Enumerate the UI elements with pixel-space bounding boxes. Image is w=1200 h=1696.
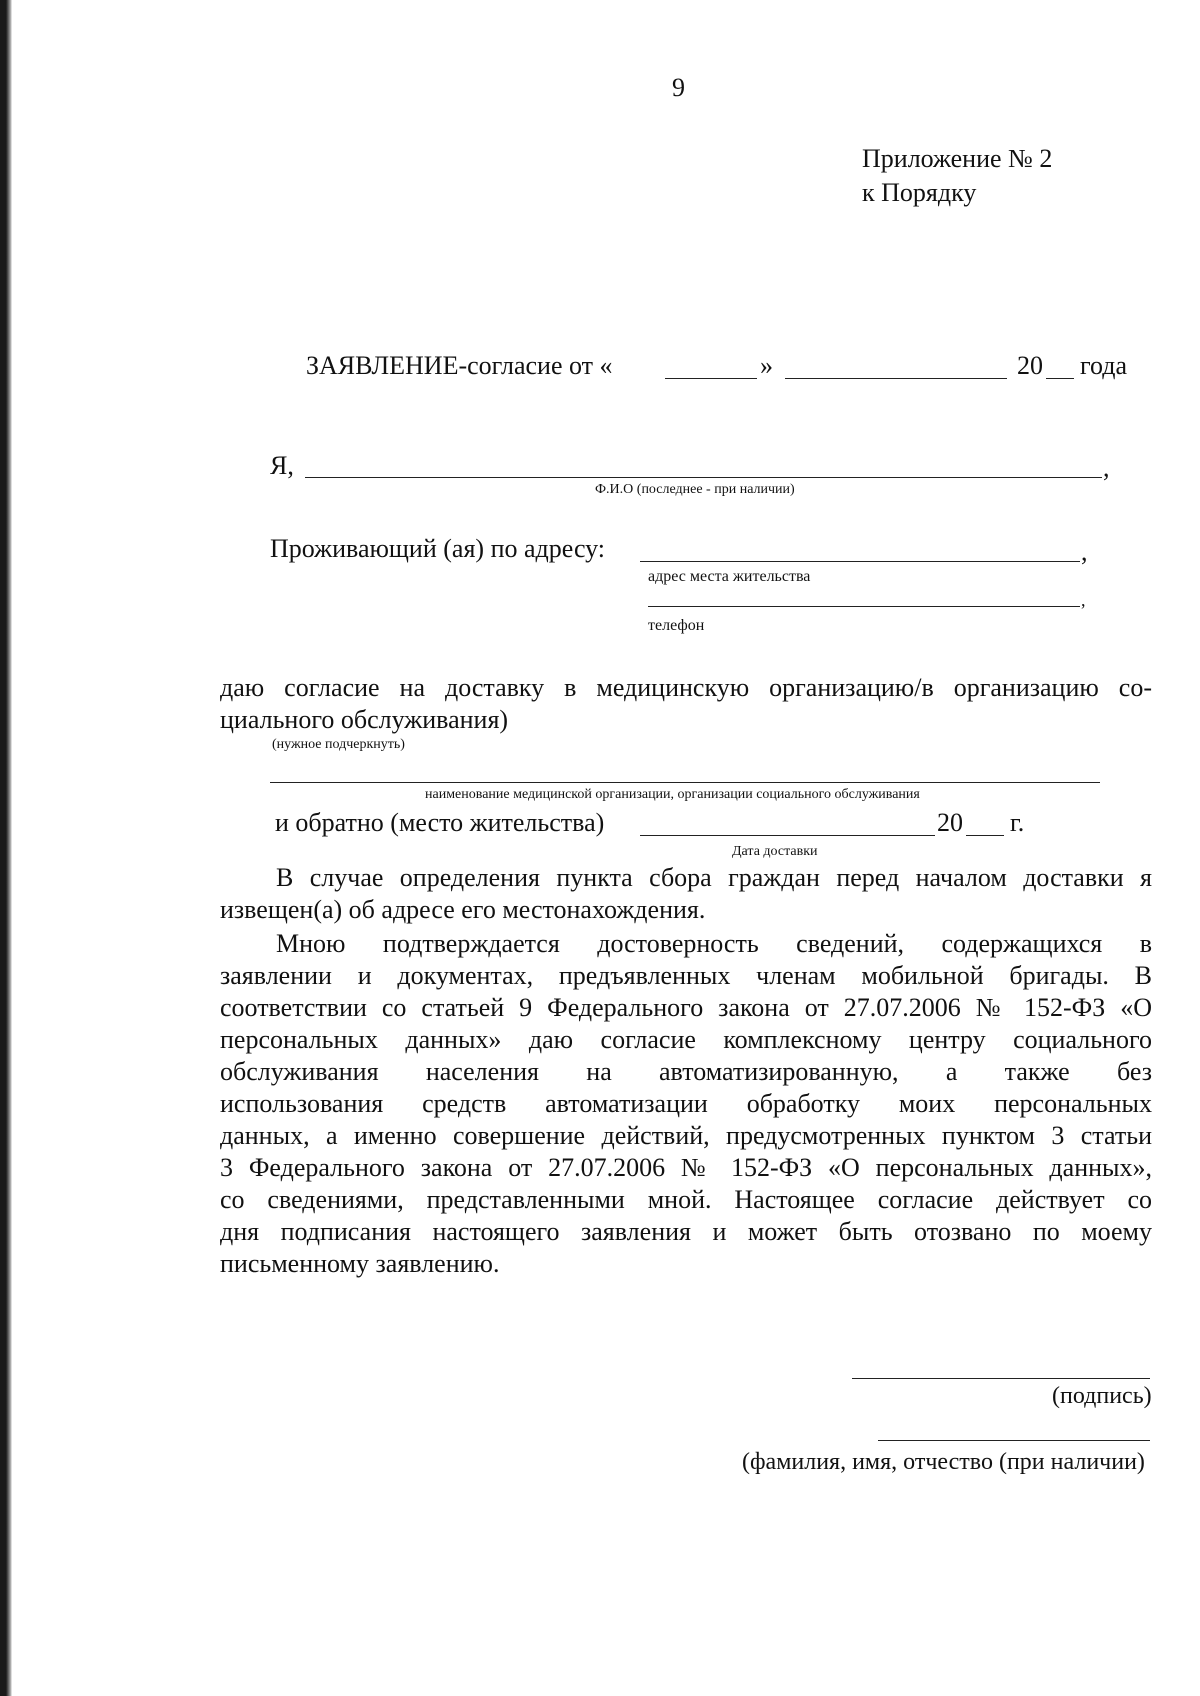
- organization-caption: наименование медицинской организации, организации социального обслуживания: [425, 787, 920, 802]
- date-year: 20: [937, 808, 963, 837]
- address-blank[interactable]: [640, 561, 1080, 562]
- paragraph-2-line-3: соответствии со статьей 9 Федерального закона от 27.07.2006 № 152-ФЗ «О: [220, 993, 1152, 1022]
- date-year-blank[interactable]: [966, 835, 1004, 836]
- name-caption: (фамилия, имя, отчество (при наличии): [742, 1449, 1145, 1475]
- date-caption: Дата доставки: [732, 844, 818, 859]
- paragraph-2-line-2: заявлении и документах, предъявленных членам мобильной бригады. В: [220, 961, 1152, 990]
- year-blank[interactable]: [1046, 378, 1074, 379]
- return-address-blank[interactable]: [640, 835, 935, 836]
- phone-blank[interactable]: [648, 606, 1080, 607]
- day-blank[interactable]: [665, 378, 757, 379]
- name-blank[interactable]: [878, 1440, 1150, 1441]
- organization-blank[interactable]: [270, 782, 1100, 783]
- year-prefix: 20: [1017, 351, 1043, 380]
- paragraph-2-line-9: со сведениями, представленными мной. Настоящее согласие действует со: [220, 1185, 1152, 1214]
- fio-blank[interactable]: [305, 477, 1102, 478]
- fio-comma: ,: [1103, 453, 1110, 482]
- fio-label: Я,: [270, 451, 294, 480]
- phone-caption: телефон: [648, 617, 705, 634]
- address-caption: адрес места жительства: [648, 568, 811, 585]
- paragraph-1-line-2: извещен(а) об адресе его местонахождения.: [220, 895, 706, 924]
- phone-comma: ,: [1081, 590, 1086, 610]
- paragraph-2-line-4: персональных данных» даю согласие комплексному центру социального: [220, 1025, 1152, 1054]
- paragraph-2-line-10: дня подписания настоящего заявления и может быть отозвано по моему: [220, 1217, 1152, 1246]
- page-number: 9: [672, 73, 685, 102]
- appendix-line-1: Приложение № 2: [862, 144, 1053, 173]
- form-title: ЗАЯВЛЕНИЕ-согласие от «: [306, 351, 613, 380]
- underline-note: (нужное подчеркнуть): [272, 737, 405, 752]
- paragraph-2-line-11: письменному заявлению.: [220, 1249, 500, 1278]
- close-quote: »: [760, 351, 773, 380]
- consent-line-2: циального обслуживания): [220, 705, 509, 734]
- return-label: и обратно (место жительства): [275, 808, 605, 837]
- month-blank[interactable]: [785, 378, 1007, 379]
- address-label: Проживающий (ая) по адресу:: [270, 534, 606, 563]
- consent-line-1: даю согласие на доставку в медицинскую организацию/в организацию со-: [220, 673, 1152, 702]
- paragraph-2-line-5: обслуживания населения на автоматизированную, а также без: [220, 1057, 1152, 1086]
- signature-blank[interactable]: [852, 1378, 1150, 1379]
- appendix-line-2: к Порядку: [862, 178, 977, 207]
- paragraph-2-line-6: использования средств автоматизации обработку моих персональных: [220, 1089, 1152, 1118]
- paragraph-1-line-1: В случае определения пункта сбора граждан перед началом доставки я: [276, 863, 1152, 892]
- date-suffix: г.: [1010, 808, 1025, 837]
- paragraph-2-line-7: данных, а именно совершение действий, предусмотренных пунктом 3 статьи: [220, 1121, 1152, 1150]
- scan-edge: [0, 0, 12, 1696]
- signature-caption: (подпись): [1052, 1383, 1152, 1409]
- address-comma: ,: [1081, 537, 1088, 566]
- paragraph-2-line-8: 3 Федерального закона от 27.07.2006 № 152-ФЗ «О персональных данных»,: [220, 1153, 1152, 1182]
- year-suffix: года: [1080, 351, 1128, 380]
- paragraph-2-line-1: Мною подтверждается достоверность сведений, содержащихся в: [276, 929, 1152, 958]
- fio-caption: Ф.И.О (последнее - при наличии): [595, 482, 795, 497]
